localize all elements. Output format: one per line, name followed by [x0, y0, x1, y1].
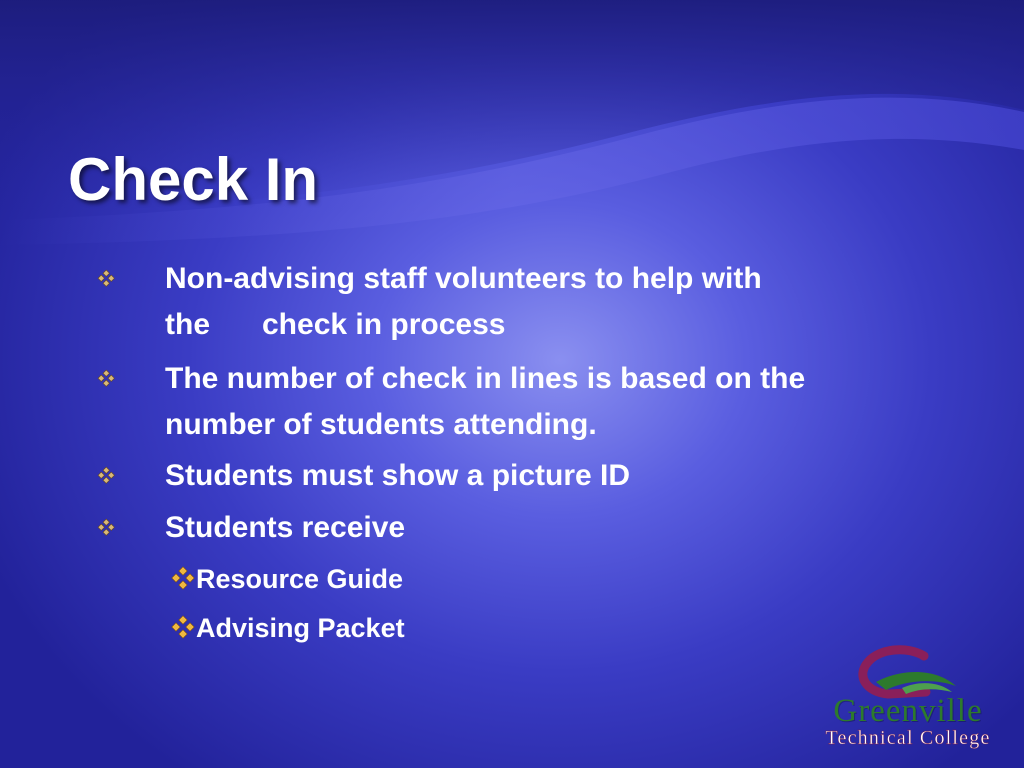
college-logo-subtitle: Technical College: [825, 727, 991, 749]
bullet-line: The number of check in lines is based on the: [165, 362, 806, 395]
bullet-line: number of students attending.: [165, 408, 597, 441]
bullet-line: Students must show a picture ID: [165, 459, 631, 492]
sub-bullet-text: Advising Packet: [196, 613, 405, 643]
bullet-line: Students receive: [165, 511, 406, 544]
bullet-line: Non-advising staff volunteers to help with: [165, 262, 762, 295]
slide-title: Check In: [68, 146, 319, 213]
college-logo-name: Greenville: [833, 693, 983, 729]
sub-bullet-text: Resource Guide: [196, 564, 404, 594]
bullet-text: the: [165, 308, 210, 341]
bullet-text: check in process: [262, 308, 506, 341]
